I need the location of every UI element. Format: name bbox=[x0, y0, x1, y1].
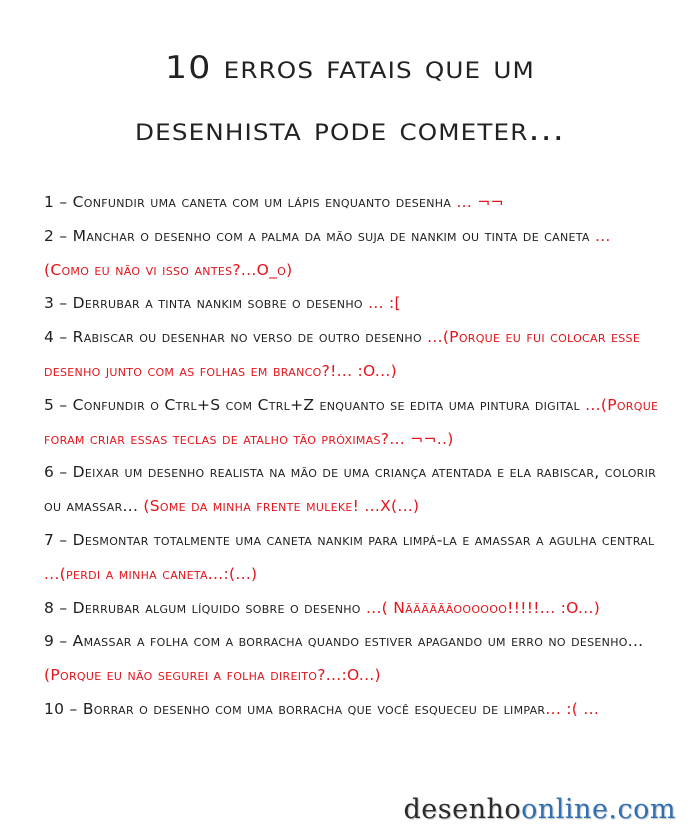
item-text: 10 – Borrar o desenho com uma borracha que você esqueceu de limpar bbox=[44, 699, 546, 718]
item-note: ...(Porque foram criar essas teclas de atalho tão próximas?... ¬¬..) bbox=[44, 395, 659, 448]
errors-list bbox=[44, 186, 659, 727]
item-text: 4 – Rabiscar ou desenhar no verso de outro desenho bbox=[44, 328, 422, 347]
item-note: ... (Como eu não vi isso antes?...O_o) bbox=[44, 226, 611, 279]
list-item bbox=[44, 524, 659, 592]
list-item bbox=[44, 456, 659, 524]
list-item bbox=[44, 287, 659, 321]
item-text: 6 – Deixar um desenho realista na mão de uma criança atentada e ela rabiscar, colorir ou amassar... bbox=[44, 463, 657, 516]
item-note: ...(Porque eu fui colocar esse desenho junto com as folhas em branco?!... :O...) bbox=[44, 328, 641, 380]
item-text: 7 – Desmontar totalmente uma caneta nankim para limpá-la e amassar a agulha central bbox=[44, 530, 655, 549]
list-item bbox=[44, 592, 659, 626]
item-note: (Some da minha frente muleke! ...X(...) bbox=[138, 497, 420, 516]
list-item bbox=[44, 220, 659, 288]
item-text: 5 – Confundir o Ctrl+S com Ctrl+Z enquanto se edita uma pintura digital bbox=[44, 395, 580, 414]
page-title: 10 erros fatais que um bbox=[165, 50, 535, 86]
logo-part-online: online.com bbox=[521, 794, 676, 825]
logo-part-desenho: desenho bbox=[403, 794, 522, 825]
item-note: ... ¬¬ bbox=[451, 193, 504, 211]
item-text: 9 – Amassar a folha com a borracha quando estiver apagando um erro no desenho... bbox=[44, 632, 644, 651]
item-text: 8 – Derrubar algum líquido sobre o desenho bbox=[44, 598, 361, 617]
list-item bbox=[44, 321, 659, 389]
list-item bbox=[44, 625, 659, 693]
item-text: 1 – Confundir uma caneta com um lápis enquanto desenha bbox=[44, 193, 452, 211]
item-text: 2 – Manchar o desenho com a palma da mão suja de nankim ou tinta de caneta bbox=[44, 226, 590, 245]
page-subtitle: desenhista pode cometer... bbox=[135, 112, 565, 148]
item-note: ... :( ... bbox=[545, 699, 600, 718]
item-note: (Porque eu não segurei a folha direito?...:O...) bbox=[44, 666, 381, 685]
site-logo bbox=[404, 794, 677, 825]
list-item bbox=[44, 693, 659, 727]
item-note: ...(perdi a minha caneta...:(...) bbox=[44, 564, 258, 583]
item-text: 3 – Derrubar a tinta nankim sobre o desenho bbox=[44, 294, 363, 313]
item-note: ... :[ bbox=[362, 294, 401, 313]
item-note: ...( Nããããããoooooo!!!!!... :O...) bbox=[360, 598, 601, 617]
list-item bbox=[44, 389, 659, 457]
list-item bbox=[44, 186, 659, 220]
